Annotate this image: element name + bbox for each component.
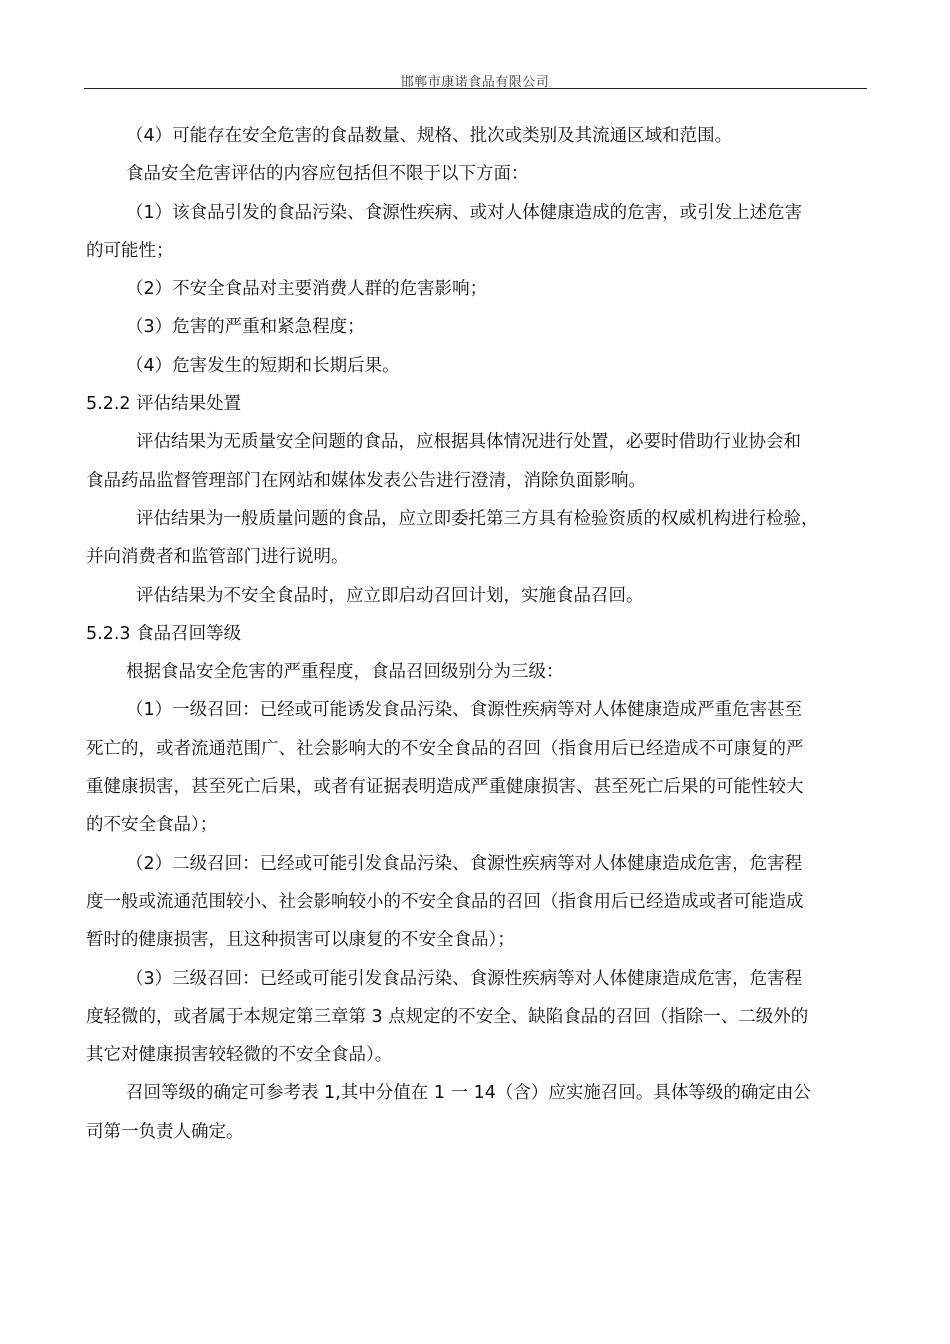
paragraph-line: 食品药品监督管理部门在网站和媒体发表公告进行澄清，消除负面影响。 (86, 470, 646, 491)
paragraph-line: （1）一级召回：已经或可能诱发食品污染、食源性疾病等对人体健康造成严重危害甚至 (126, 700, 803, 721)
paragraph-line: （3）三级召回：已经或可能引发食品污染、食源性疾病等对人体健康造成危害，危害程 (126, 968, 803, 989)
paragraph-line: 重健康损害，甚至死亡后果，或者有证据表明造成严重健康损害、甚至死亡后果的可能性较大 (86, 777, 804, 798)
paragraph-line: 度一般或流通范围较小、社会影响较小的不安全食品的召回（指食用后已经造成或者可能造成 (86, 891, 804, 912)
paragraph-line: 食品安全危害评估的内容应包括但不限于以下方面： (126, 164, 529, 185)
paragraph-line: 召回等级的确定可参考表 1,其中分值在 1 一 14（含）应实施召回。具体等级的确定由公 (126, 1083, 811, 1104)
paragraph-line: 评估结果为一般质量问题的食品，应立即委托第三方具有检验资质的权威机构进行检验， (136, 508, 819, 529)
header-divider (84, 88, 867, 89)
document-body (86, 117, 866, 1151)
page-header-company: 邯郸市康诺食品有限公司 (400, 75, 550, 90)
paragraph-line: 暂时的健康损害，且这种损害可以康复的不安全食品）； (86, 930, 515, 951)
paragraph-line: （4）可能存在安全危害的食品数量、规格、批次或类别及其流通区域和范围。 (126, 126, 733, 146)
paragraph-line: 并向消费者和监管部门进行说明。 (86, 547, 349, 568)
paragraph-line: 死亡的，或者流通范围广、社会影响大的不安全食品的召回（指食用后已经造成不可康复的严 (86, 738, 804, 759)
paragraph-line: 司第一负责人确定。 (86, 1121, 244, 1142)
paragraph-line: 评估结果为不安全食品时，应立即启动召回计划，实施食品召回。 (136, 585, 644, 606)
paragraph-line: （2）不安全食品对主要消费人群的危害影响； (126, 279, 488, 300)
paragraph-line: 其它对健康损害较轻微的不安全食品）。 (86, 1045, 393, 1066)
paragraph-line: （3）危害的严重和紧急程度； (126, 317, 365, 338)
paragraph-line: 5.2.3 食品召回等级 (86, 623, 242, 644)
paragraph-line: 根据食品安全危害的严重程度，食品召回级别分为三级： (126, 662, 564, 683)
paragraph-line: （4）危害发生的短期和长期后果。 (126, 355, 400, 376)
paragraph-line: 评估结果为无质量安全问题的食品，应根据具体情况进行处置，必要时借助行业协会和 (136, 432, 801, 453)
paragraph-line: （2）二级召回：已经或可能引发食品污染、食源性疾病等对人体健康造成危害，危害程 (126, 853, 803, 874)
paragraph-line: 的可能性； (86, 240, 174, 261)
paragraph-line: 度轻微的，或者属于本规定第三章第 3 点规定的不安全、缺陷食品的召回（指除一、二级外的 (86, 1006, 809, 1027)
paragraph-line: 5.2.2 评估结果处置 (86, 394, 242, 415)
paragraph-line: 的不安全食品）； (86, 815, 218, 836)
paragraph-line: （1）该食品引发的食品污染、食源性疾病、或对人体健康造成的危害，或引发上述危害 (126, 202, 803, 223)
